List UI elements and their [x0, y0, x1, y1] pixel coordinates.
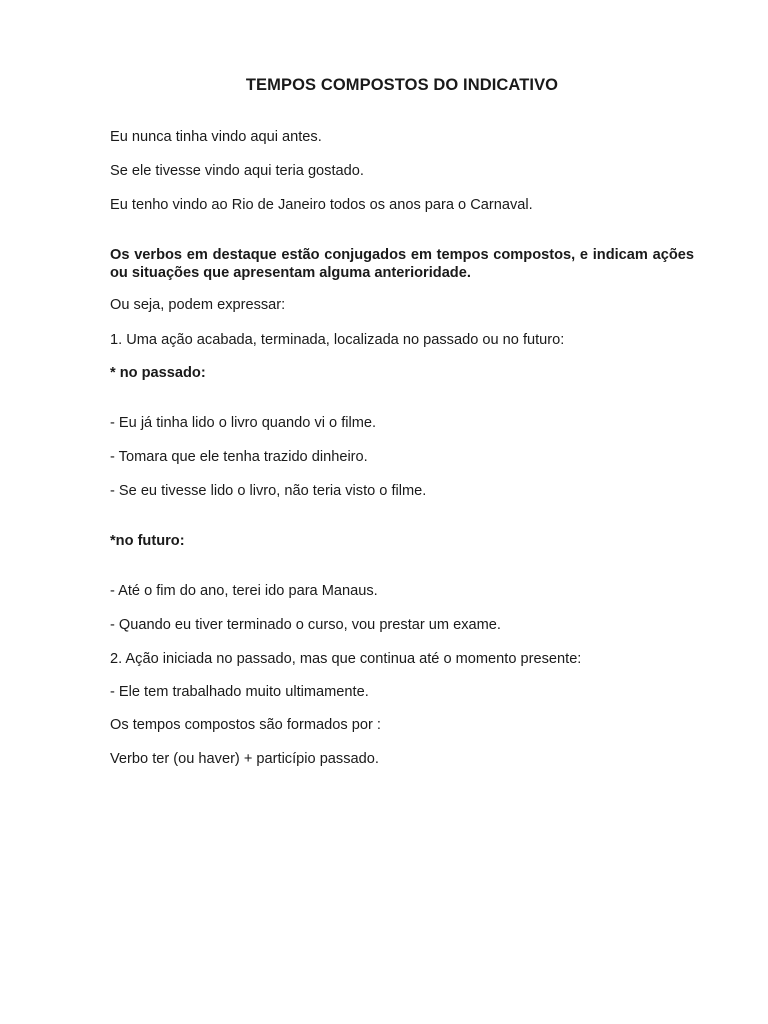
future-example-2: - Quando eu tiver terminado o curso, vou prestar um exame.: [110, 617, 501, 633]
intro-text: Ou seja, podem expressar:: [110, 297, 286, 313]
past-example-3: - Se eu tivesse lido o livro, não teria visto o filme.: [110, 483, 427, 499]
future-example-1: - Até o fim do ano, terei ido para Manaus.: [110, 583, 378, 599]
past-example-2: - Tomara que ele tenha trazido dinheiro.: [110, 449, 368, 465]
explanation-paragraph: Os verbos em destaque estão conjugados em tempos compostos, e indicam ações ou situações que apresentam alguma anterioridade.: [110, 247, 694, 281]
formation-rule: Verbo ter (ou haver) + particípio passado.: [110, 751, 379, 767]
future-heading: *no futuro:: [110, 533, 185, 549]
past-example-1: - Eu já tinha lido o livro quando vi o filme.: [110, 415, 377, 431]
point-1-text: 1. Uma ação acabada, terminada, localizada no passado ou no futuro:: [110, 332, 565, 348]
example-sentence-3: Eu tenho vindo ao Rio de Janeiro todos os anos para o Carnaval.: [110, 197, 533, 213]
example-sentence-1: Eu nunca tinha vindo aqui antes.: [110, 129, 322, 145]
formation-intro: Os tempos compostos são formados por :: [110, 717, 381, 733]
point-2-text: 2. Ação iniciada no passado, mas que continua até o momento presente:: [110, 651, 582, 667]
point-2-example: - Ele tem trabalhado muito ultimamente.: [110, 684, 369, 700]
past-heading: * no passado:: [110, 365, 206, 381]
example-sentence-2: Se ele tivesse vindo aqui teria gostado.: [110, 163, 364, 179]
document-title: TEMPOS COMPOSTOS DO INDICATIVO: [245, 76, 559, 94]
